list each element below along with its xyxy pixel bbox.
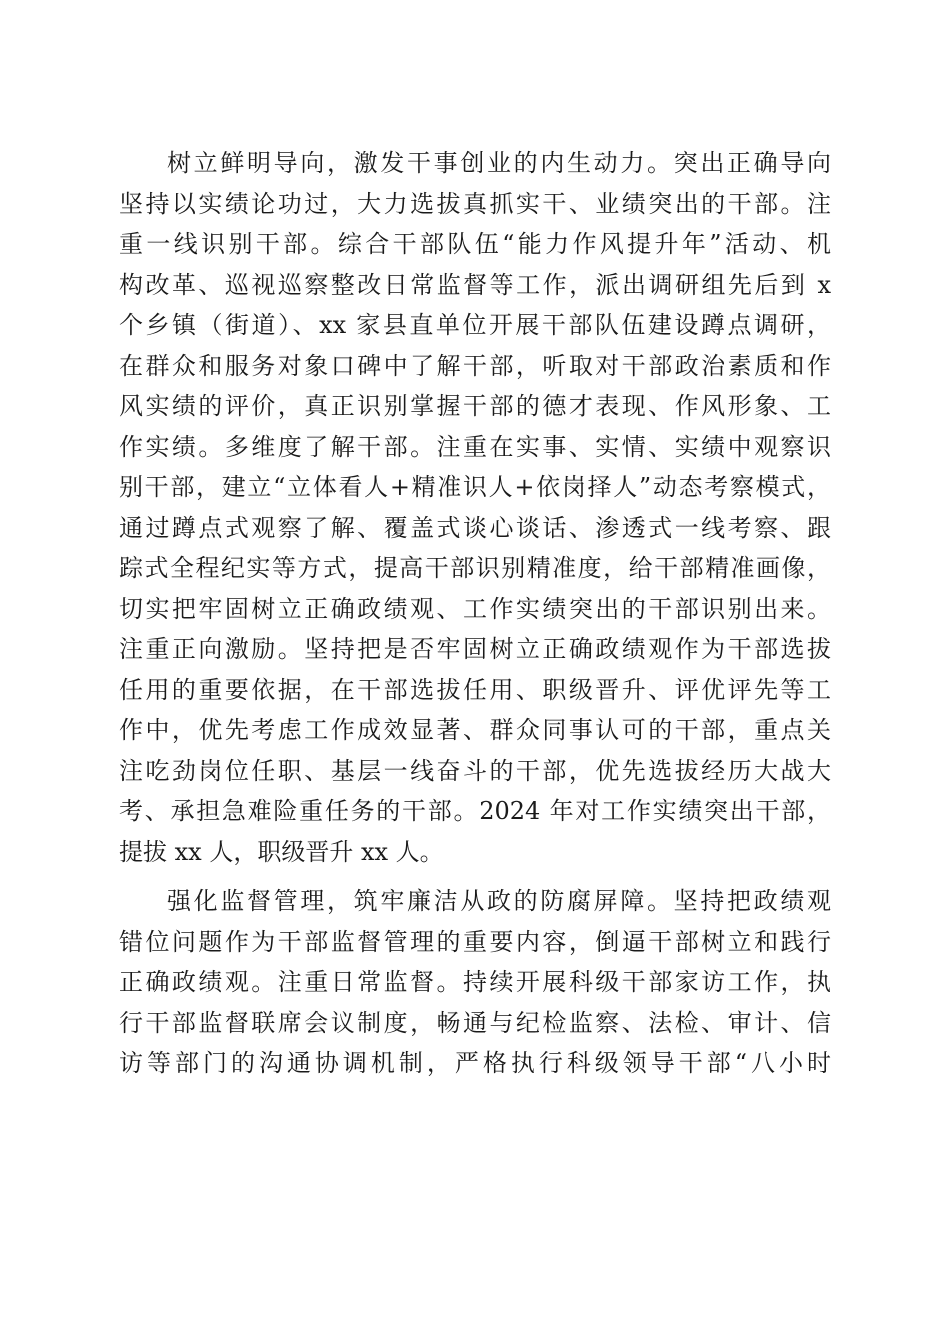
paragraph-line: 重一线识别干部。综合干部队伍“能力作风提升年”活动、机 — [119, 230, 831, 258]
paragraph-line: 踪式全程纪实等方式，提高干部识别精准度，给干部精准画像， — [119, 554, 831, 582]
paragraph-line: 风实绩的评价，真正识别掌握干部的德才表现、作风形象、工 — [119, 392, 831, 420]
document-body — [119, 143, 831, 1084]
paragraph-line: 通过蹲点式观察了解、覆盖式谈心谈话、渗透式一线考察、跟 — [119, 513, 831, 542]
paragraph-line: 在群众和服务对象口碑中了解干部，听取对干部政治素质和作 — [119, 351, 831, 380]
paragraph-line: 作实绩。多维度了解干部。注重在实事、实情、实绩中观察识 — [119, 432, 831, 461]
paragraph-line: 树立鲜明导向，激发干事创业的内生动力。突出正确导向 — [167, 149, 831, 177]
paragraph-line: 错位问题作为干部监督管理的重要内容，倒逼干部树立和践行 — [119, 927, 831, 956]
paragraph-line: 别干部，建立“立体看人+精准识人+依岗择人”动态考察模式， — [119, 473, 831, 501]
paragraph-1 — [119, 143, 831, 872]
paragraph-2 — [119, 881, 831, 1084]
paragraph-line: 行干部监督联席会议制度，畅通与纪检监察、法检、审计、信 — [119, 1008, 831, 1037]
paragraph-line: 正确政绩观。注重日常监督。持续开展科级干部家访工作，执 — [119, 968, 831, 996]
paragraph-line: 访等部门的沟通协调机制，严格执行科级领导干部“八小时 — [119, 1049, 831, 1077]
paragraph-line: 切实把牢固树立正确政绩观、工作实绩突出的干部识别出来。 — [119, 594, 831, 623]
paragraph-line: 提拔 xx 人，职级晋升 xx 人。 — [119, 837, 444, 866]
paragraph-line: 注吃劲岗位任职、基层一线奋斗的干部，优先选拔经历大战大 — [119, 756, 831, 785]
paragraph-line: 强化监督管理，筑牢廉洁从政的防腐屏障。坚持把政绩观 — [167, 887, 831, 915]
paragraph-line: 构改革、巡视巡察整改日常监督等工作，派出调研组先后到 x — [119, 270, 831, 299]
paragraph-line: 注重正向激励。坚持把是否牢固树立正确政绩观作为干部选拔 — [119, 635, 831, 663]
paragraph-line: 任用的重要依据，在干部选拔任用、职级晋升、评优评先等工 — [119, 675, 831, 704]
paragraph-line: 考、承担急难险重任务的干部。2024 年对工作实绩突出干部， — [119, 797, 831, 825]
paragraph-line: 坚持以实绩论功过，大力选拔真抓实干、业绩突出的干部。注 — [119, 189, 831, 218]
paragraph-line: 作中，优先考虑工作成效显著、群众同事认可的干部，重点关 — [119, 716, 831, 744]
paragraph-spacer — [119, 872, 831, 881]
paragraph-line: 个乡镇（街道）、xx 家县直单位开展干部队伍建设蹲点调研， — [119, 311, 831, 339]
